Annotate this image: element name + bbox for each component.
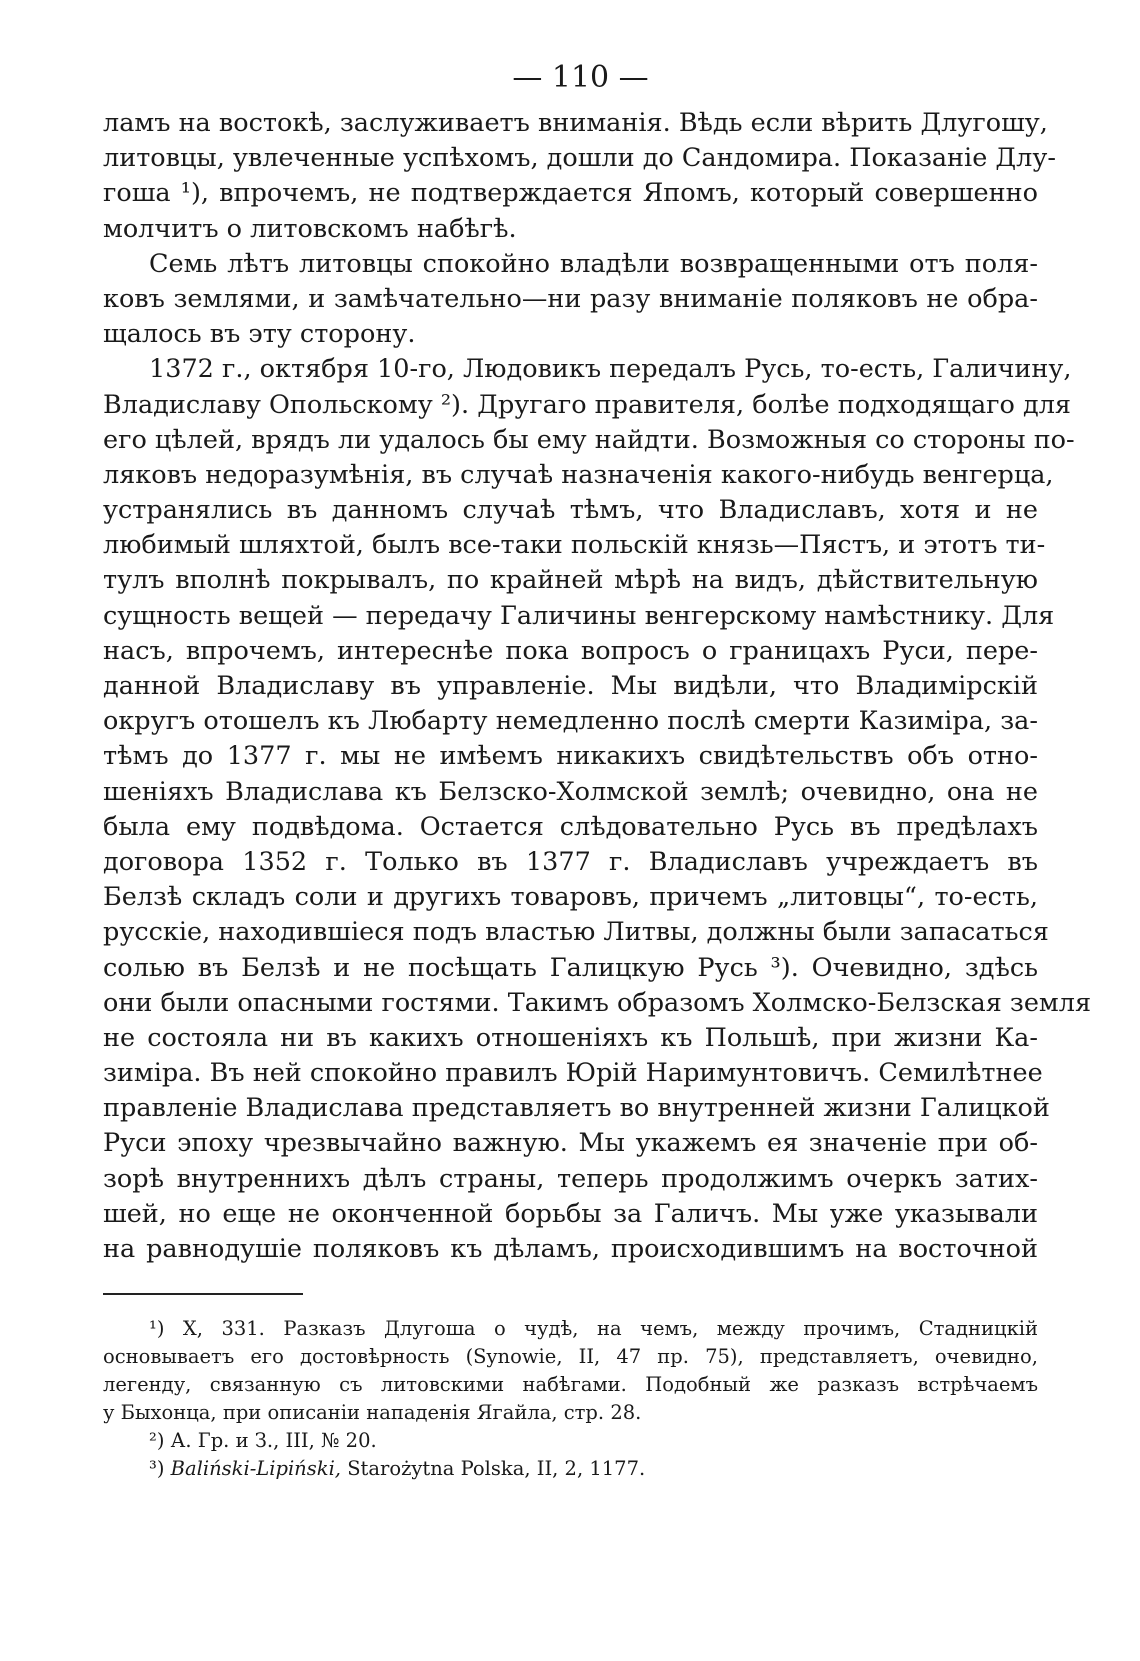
text-line: зиміра. Въ ней спокойно правилъ Юрій Наримунтовичъ. Семилѣтнее	[103, 1058, 1043, 1089]
text-line: правленіе Владислава представляетъ во внутренней жизни Галицкой	[103, 1093, 1050, 1124]
text-line: данной Владиславу въ управленіе. Мы видѣли, что Владимірскій	[103, 671, 1038, 701]
page-number: — 110 —	[512, 60, 649, 95]
text-line: зорѣ внутреннихъ дѣлъ страны, теперь продолжимъ очеркъ затих-	[103, 1163, 1038, 1194]
paragraph-1	[103, 106, 1056, 247]
text-line: ламъ на востокѣ, заслуживаетъ вниманія. Вѣдь если вѣрить Длугошу,	[103, 108, 1048, 138]
footnote-3	[103, 1455, 1038, 1483]
paragraph-2	[103, 247, 1038, 353]
footnote-line: ¹) X, 331. Разказъ Длугоша о чудѣ, на чемъ, между прочимъ, Стадницкій	[149, 1317, 1038, 1341]
text-line: была ему подвѣдома. Остается слѣдовательно Русь въ предѣлахъ	[103, 811, 1038, 842]
text-line: шеніяхъ Владислава къ Белзско-Холмской землѣ; очевидно, она не	[103, 776, 1038, 807]
text-line: Руси эпоху чрезвычайно важную. Мы укажемъ ея значеніе при об-	[103, 1128, 1038, 1159]
text-line: устранялись въ данномъ случаѣ тѣмъ, что Владиславъ, хотя и не	[103, 495, 1038, 526]
text-line: на равнодушіе поляковъ къ дѣламъ, происходившимъ на восточной	[103, 1234, 1038, 1264]
footnote-authors: Baliński-Lipiński,	[170, 1457, 341, 1481]
text-line: солью въ Белзѣ и не посѣщать Галицкую Русь ³). Очевидно, здѣсь	[103, 952, 1038, 983]
footnote-divider	[103, 1293, 303, 1295]
text-line: гоша ¹), впрочемъ, не подтверждается Япомъ, который совершенно	[103, 178, 1038, 209]
text-line: сущность вещей — передачу Галичины венгерскому намѣстнику. Для	[103, 600, 1055, 631]
footnote-line: ²) А. Гр. и З., III, № 20.	[149, 1429, 377, 1453]
text-line: его цѣлей, врядъ ли удалось бы ему найдти. Возможныя со стороны по-	[103, 424, 1075, 455]
text-line: молчитъ о литовскомъ набѣгѣ.	[103, 213, 517, 244]
text-line: шей, но еще не оконченной борьбы за Галичъ. Мы уже указывали	[103, 1198, 1038, 1229]
footnote-line: легенду, связанную съ литовскими набѣгами. Подобный же разказъ встрѣчаемъ	[103, 1373, 1038, 1397]
footnote-2	[103, 1427, 1038, 1455]
body-text	[103, 106, 1092, 1267]
text-line: ковъ землями, и замѣчательно—ни разу вниманіе поляковъ не обра-	[103, 283, 1038, 314]
text-line: 1372 г., октября 10-го, Людовикъ передалъ Русь, то-есть, Галичину,	[149, 354, 1072, 385]
footnote-line	[103, 1455, 1038, 1483]
text-line: литовцы, увлеченные успѣхомъ, дошли до Сандомира. Показаніе Длу-	[103, 143, 1056, 174]
text-line: они были опасными гостями. Такимъ образомъ Холмско-Белзская земля	[103, 987, 1092, 1018]
footnotes	[103, 1315, 1038, 1483]
text-line: не состояла ни въ какихъ отношеніяхъ къ Польшѣ, при жизни Ка-	[103, 1022, 1038, 1053]
footnote-line: основываетъ его достовѣрность (Synowie, II, 47 пр. 75), представляетъ, очевидно,	[103, 1345, 1038, 1369]
footnote-1	[103, 1315, 1038, 1427]
text-line: тулъ вполнѣ покрывалъ, по крайней мѣрѣ на видъ, дѣйствительную	[103, 565, 1038, 596]
text-line: Семь лѣтъ литовцы спокойно владѣли возвращенными отъ поля-	[149, 248, 1038, 279]
text-line: тѣмъ до 1377 г. мы не имѣемъ никакихъ свидѣтельствъ объ отно-	[103, 741, 1038, 772]
text-line: ляковъ недоразумѣнія, въ случаѣ назначенія какого-нибудь венгерца,	[103, 459, 1054, 490]
text-line: договора 1352 г. Только въ 1377 г. Владиславъ учреждаетъ въ	[103, 846, 1038, 877]
footnote-line: у Быхонца, при описаніи нападенія Ягайла, стр. 28.	[103, 1401, 642, 1425]
text-line: Владиславу Опольскому ²). Другаго правителя, болѣе подходящаго для	[103, 389, 1071, 420]
text-line: щалось въ эту сторону.	[103, 319, 416, 350]
text-line: русскіе, находившіеся подъ властью Литвы, должны были запасаться	[103, 917, 1049, 948]
text-line: Белзѣ складъ соли и другихъ товаровъ, причемъ „литовцы“, то-есть,	[103, 882, 1038, 913]
text-line: округъ отошелъ къ Любарту немедленно послѣ смерти Казиміра, за-	[103, 706, 1038, 737]
text-line: насъ, впрочемъ, интереснѣе пока вопросъ о границахъ Руси, пере-	[103, 635, 1038, 666]
book-page	[103, 58, 1092, 1483]
footnote-citation: Starożytna Polska, II, 2, 1177.	[347, 1457, 646, 1481]
footnote-mark: ³)	[149, 1457, 165, 1481]
text-line: любимый шляхтой, былъ все-таки польскій князь—Пястъ, и этотъ ти-	[103, 530, 1046, 561]
paragraph-3	[103, 352, 1092, 1267]
